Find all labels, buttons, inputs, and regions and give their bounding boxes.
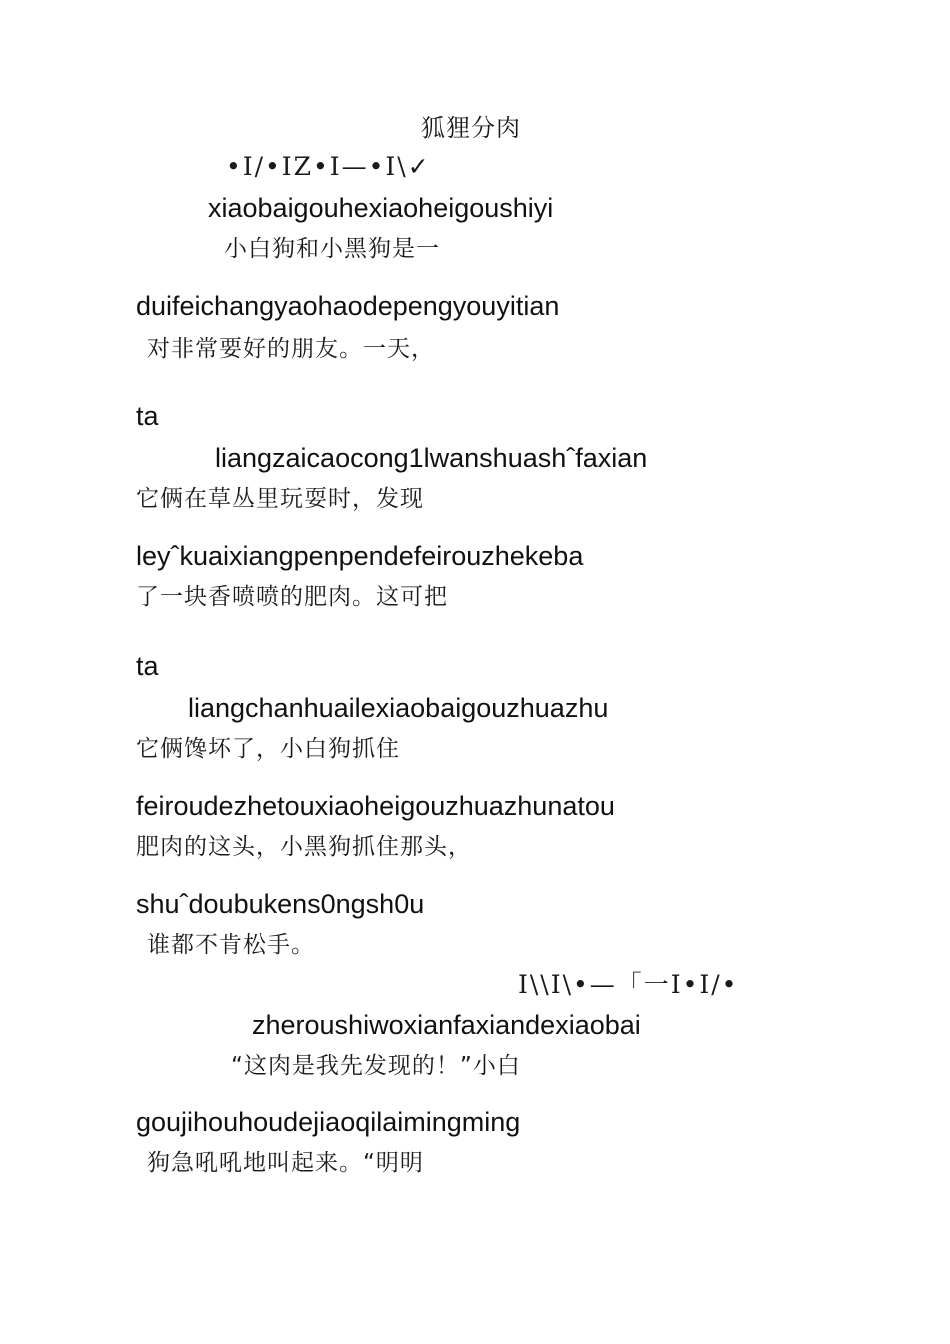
pinyin-line: ta	[136, 401, 159, 431]
pinyin-line: leyˆkuaixiangpenpendefeirouzhekeba	[136, 541, 584, 571]
hanzi-line: 了一块香喷喷的肥肉。这可把	[136, 584, 448, 610]
hanzi-line: 肥肉的这头，小黑狗抓住那头，	[136, 834, 472, 860]
pinyin-line: shuˆdoubukens0ngsh0u	[136, 889, 425, 919]
pinyin-line: ta	[136, 651, 159, 681]
pinyin-line: duifeichangyaohaodepengyouyitian	[136, 291, 560, 321]
pinyin-line: goujihouhoudejiaoqilaimingming	[136, 1107, 521, 1137]
pinyin-line: liangzaicaocong1lwanshuashˆfaxian	[215, 443, 648, 473]
hanzi-line: 小白狗和小黑狗是一	[224, 236, 440, 262]
tone-marks-line: I\\I\•—「一I•I/•	[518, 970, 739, 999]
pinyin-line: liangchanhuailexiaobaigouzhuazhu	[188, 693, 609, 723]
pinyin-line: feiroudezhetouxiaoheigouzhuazhunatou	[136, 791, 615, 821]
hanzi-line: “这肉是我先发现的！”小白	[231, 1053, 521, 1079]
story-title: 狐狸分肉	[421, 114, 521, 142]
hanzi-line: 对非常要好的朋友。一天，	[147, 336, 435, 362]
tone-marks-line: •I/•IZ•I—•I\✓	[226, 152, 431, 181]
hanzi-line: 它俩在草丛里玩耍时，发现	[136, 486, 424, 512]
pinyin-line: xiaobaigouhexiaoheigoushiyi	[208, 193, 554, 223]
hanzi-line: 谁都不肯松手。	[147, 932, 315, 958]
pinyin-line: zheroushiwoxianfaxiandexiaobai	[252, 1010, 641, 1040]
hanzi-line: 它俩馋坏了，小白狗抓住	[136, 736, 400, 762]
hanzi-line: 狗急吼吼地叫起来。“明明	[147, 1150, 424, 1176]
